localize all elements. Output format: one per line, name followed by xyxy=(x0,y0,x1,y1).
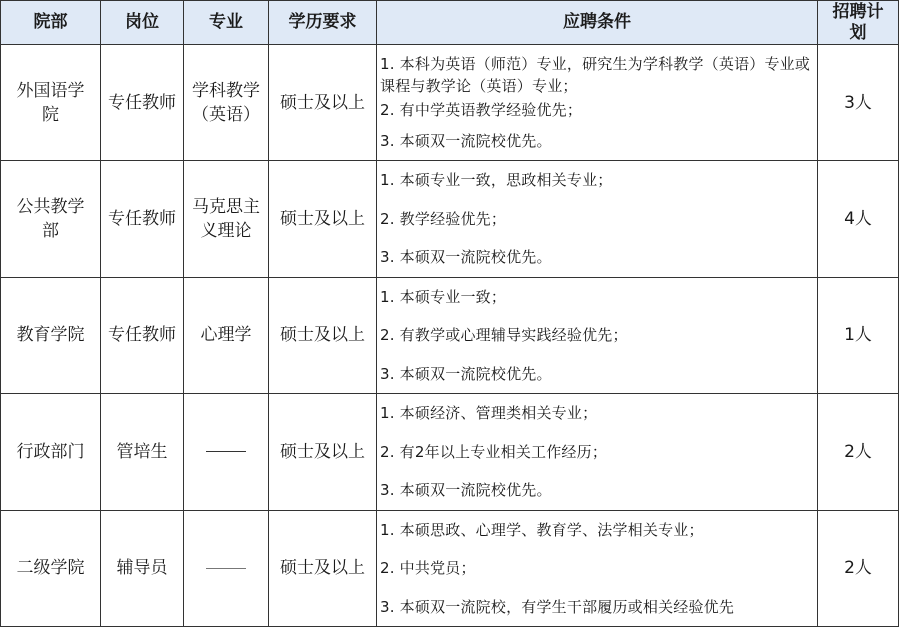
header-dept: 院部 xyxy=(1,1,101,45)
table-row xyxy=(1,45,899,161)
dept-cell: 公共教学部 xyxy=(1,161,101,277)
conditions-cell xyxy=(377,510,818,626)
header-plan: 招聘计划 xyxy=(818,1,899,45)
header-conditions: 应聘条件 xyxy=(377,1,818,45)
condition-line: 2. 有2年以上专业相关工作经历； xyxy=(380,442,608,461)
condition-line: 3. 本硕双一流院校优先。 xyxy=(380,481,552,500)
condition-line: 1. 本硕专业一致，思政相关专业； xyxy=(380,171,613,190)
condition-line: 2. 教学经验优先； xyxy=(380,209,507,228)
header-position: 岗位 xyxy=(101,1,184,45)
major-cell xyxy=(184,394,269,510)
position-cell: 专任教师 xyxy=(101,277,184,393)
plan-cell: 3人 xyxy=(818,45,899,161)
empty-major-dash xyxy=(206,451,246,452)
condition-line: 3. 本硕双一流院校优先。 xyxy=(380,364,552,383)
major-cell xyxy=(184,510,269,626)
condition-line: 3. 本硕双一流院校优先。 xyxy=(380,248,552,267)
table-row xyxy=(1,161,899,277)
major-cell: 学科教学（英语） xyxy=(184,45,269,161)
table-header-row xyxy=(1,1,899,45)
position-cell: 专任教师 xyxy=(101,161,184,277)
condition-line: 2. 有中学英语教学经验优先； xyxy=(380,101,583,119)
position-cell: 管培生 xyxy=(101,394,184,510)
table-row xyxy=(1,394,899,510)
education-cell: 硕士及以上 xyxy=(269,161,377,277)
position-cell: 辅导员 xyxy=(101,510,184,626)
header-education: 学历要求 xyxy=(269,1,377,45)
condition-line: 3. 本硕双一流院校优先。 xyxy=(380,132,552,150)
major-cell: 心理学 xyxy=(184,277,269,393)
dept-cell: 外国语学院 xyxy=(1,45,101,161)
plan-cell: 4人 xyxy=(818,161,899,277)
dept-cell: 教育学院 xyxy=(1,277,101,393)
education-cell: 硕士及以上 xyxy=(269,277,377,393)
dept-cell: 二级学院 xyxy=(1,510,101,626)
education-cell: 硕士及以上 xyxy=(269,45,377,161)
condition-line: 2. 中共党员； xyxy=(380,559,476,578)
condition-line: 1. 本硕经济、管理类相关专业； xyxy=(380,404,598,423)
dept-cell: 行政部门 xyxy=(1,394,101,510)
table-row xyxy=(1,277,899,393)
conditions-cell xyxy=(377,277,818,393)
education-cell: 硕士及以上 xyxy=(269,394,377,510)
education-cell: 硕士及以上 xyxy=(269,510,377,626)
position-cell: 专任教师 xyxy=(101,45,184,161)
conditions-cell xyxy=(377,394,818,510)
condition-line: 3. 本硕双一流院校，有学生干部履历或相关经验优先 xyxy=(380,597,735,616)
condition-line: 2. 有教学或心理辅导实践经验优先； xyxy=(380,326,628,345)
major-cell: 马克思主义理论 xyxy=(184,161,269,277)
table-row xyxy=(1,510,899,626)
condition-line: 1. 本硕思政、心理学、教育学、法学相关专业； xyxy=(380,520,704,539)
conditions-cell xyxy=(377,45,818,161)
plan-cell: 2人 xyxy=(818,394,899,510)
condition-line: 1. 本硕专业一致； xyxy=(380,287,507,306)
conditions-cell xyxy=(377,161,818,277)
plan-cell: 2人 xyxy=(818,510,899,626)
empty-major-dash xyxy=(206,568,246,569)
header-major: 专业 xyxy=(184,1,269,45)
plan-cell: 1人 xyxy=(818,277,899,393)
condition-line: 1. 本科为英语（师范）专业，研究生为学科教学（英语）专业或课程与教学论（英语）专业； xyxy=(380,55,811,95)
